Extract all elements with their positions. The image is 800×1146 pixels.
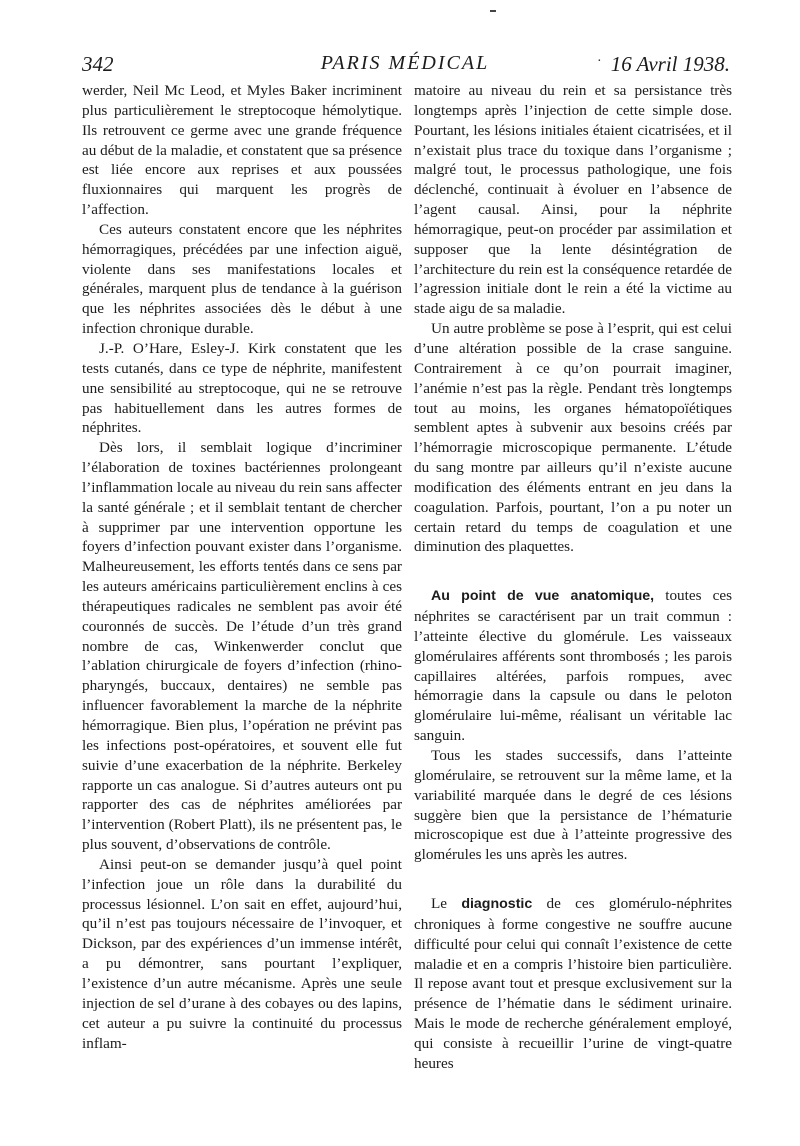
issue-date: 16 Avril 1938. (610, 52, 730, 76)
paragraph: Tous les stades successifs, dans l’atteinte glomérulaire, se retrouvent sur la même lame, et la variabilité marquée dans le degré de ces lésions suggère bien que la persistance de l’hématurie microscopique est due à l’atteinte progressive des glomérules les uns après les autres. (414, 747, 732, 864)
journal-title: PARIS MÉDICAL (320, 52, 490, 74)
paragraph: Dès lors, il semblait logique d’incriminer l’élaboration de toxines bactériennes prolongeant l’inflammation locale au niveau du rein sans affecter la santé générale ; et il semblait tentant de chercher à supprimer par une intervention opportune les foyers d’infection pouvant exister dans l’organisme. Malheureusement, les efforts tentés dans ce sens par les auteurs américains particulièrement enclins à ces thérapeutiques radicales ne semblent pas avoir été couronnés de succès. De l’étude d’un très grand nombre de cas, Winkenwerder conclut que l’ablation chirurgicale de foyers d’infection (rhino-pharyngés, buccaux, dentaires) ne semble pas influencer favorablement la marche de la néphrite hémorragique. Bien plus, l’opération ne prévint pas les infections post-opératoires, et souvent elle fut suivie d’une exacerbation de la néphrite. Berkeley rapporte un cas analogue. Si d’autres auteurs ont pu rapporter des cas de néphrites améliorées par l’intervention (Robert Platt), ils ne présentent pas, le plus souvent, d’observations de contrôle. (82, 439, 402, 854)
section-heading-diagnosis: diagnostic (461, 896, 533, 913)
paragraph: Ainsi peut-on se demander jusqu’à quel point l’infection joue un rôle dans la durabilité du processus lésionnel. L’on sait en effet, aujourd’hui, qu’il n’est pas toujours nécessaire de l’invoquer, et Dickson, par des expériences d’un immense intérêt, a pu démontrer, sans pourtant l’expliquer, l’existence d’un autre mécanisme. Après une seule injection de sel d’urane à des cobayes ou des lapins, cet auteur a pu suivre la continuité du processus inflam- (82, 855, 402, 1052)
paragraph: Ces auteurs constatent encore que les néphrites hémorragiques, précédées par une infection aiguë, violente dans ses manifestations locales et générales, marquent plus de tendance à la guérison que les néphrites associées dès le début à une infection chronique durable. (82, 220, 402, 338)
paragraph-text: toutes ces néphrites se caractérisent par un trait commun : l’atteinte élective du glomérule. Les vaisseaux glomérulaires afférents sont thrombosés ; les parois capillaires altérées, parfois rompues, avec hémorragie dans la capsule ou dans le peloton glomérulaire lui-même, réalisant un véritable lac sanguin. (414, 587, 732, 745)
paragraph-anatomy (414, 586, 732, 746)
paragraph: Un autre problème se pose à l’esprit, qui est celui d’une altération possible de la crase sanguine. Contrairement à ce qu’on pourrait imaginer, l’anémie n’est pas la règle. Pendant très longtemps tout au moins, les organes hématopoïétiques semblent aptes à subvenir aux besoins créés par l’hémorragie microscopique permanente. L’étude du sang montre par ailleurs qu’il n’existe aucune modification des éléments entrant en jeu dans la coagulation. Parfois, pourtant, l’on a pu noter un certain retard du temps de coagulation et une diminution des plaquettes. (414, 320, 732, 556)
right-column (414, 81, 732, 1074)
running-header (80, 52, 730, 78)
paragraph-lead: Le (431, 895, 462, 913)
section-heading-anatomy: Au point de vue anatomique, (431, 588, 655, 605)
header-dot: · (597, 54, 602, 69)
paragraph: matoire au niveau du rein et sa persistance très longtemps après l’injection de cette simple dose. Pourtant, les lésions initiales étaient cicatrisées, et il n’existait plus trace du toxique dans l’organisme ; malgré tout, le processus pathologique, une fois déclenché, continuait à évoluer en l’absence de l’agent causal. Ainsi, pour la néphrite hémorragique, peut-on procéder par assimilation et supposer que la lente désintégration de l’architecture du rein est la conséquence retardée de l’agression initiale dont le rein a été la victime au stade aigu de sa maladie. (414, 82, 732, 318)
paragraph: J.-P. O’Hare, Esley-J. Kirk constatent que les tests cutanés, dans ce type de néphrite, manifestent une sensibilité au streptocoque, qui ne se retrouve pas habituellement dans les autres formes de néphrites. (82, 339, 402, 437)
page-number: 342 (82, 52, 114, 76)
top-mark (490, 10, 496, 12)
left-column (82, 81, 402, 1053)
paragraph: werder, Neil Mc Leod, et Myles Baker incriminent plus particulièrement le streptocoque hémolytique. Ils retrouvent ce germe avec une grande fréquence au début de la maladie, et constatent que sa présence est liée encore aux reprises et aux poussées fluxionnaires qui marquent les progrès de l’affection. (82, 82, 402, 219)
paragraph-text: de ces glomérulo-néphrites chroniques à forme congestive ne souffre aucune difficulté pour celui qui connaît l’existence de cette maladie et en a compris l’histoire bien particulière. Il repose avant tout et presque exclusivement sur la présence de l’hématie dans le sédiment urinaire. Mais le mode de recherche généralement employé, qui consiste à recueillir l’urine de vingt-quatre heures (414, 895, 732, 1072)
paragraph-diagnosis (414, 894, 732, 1074)
